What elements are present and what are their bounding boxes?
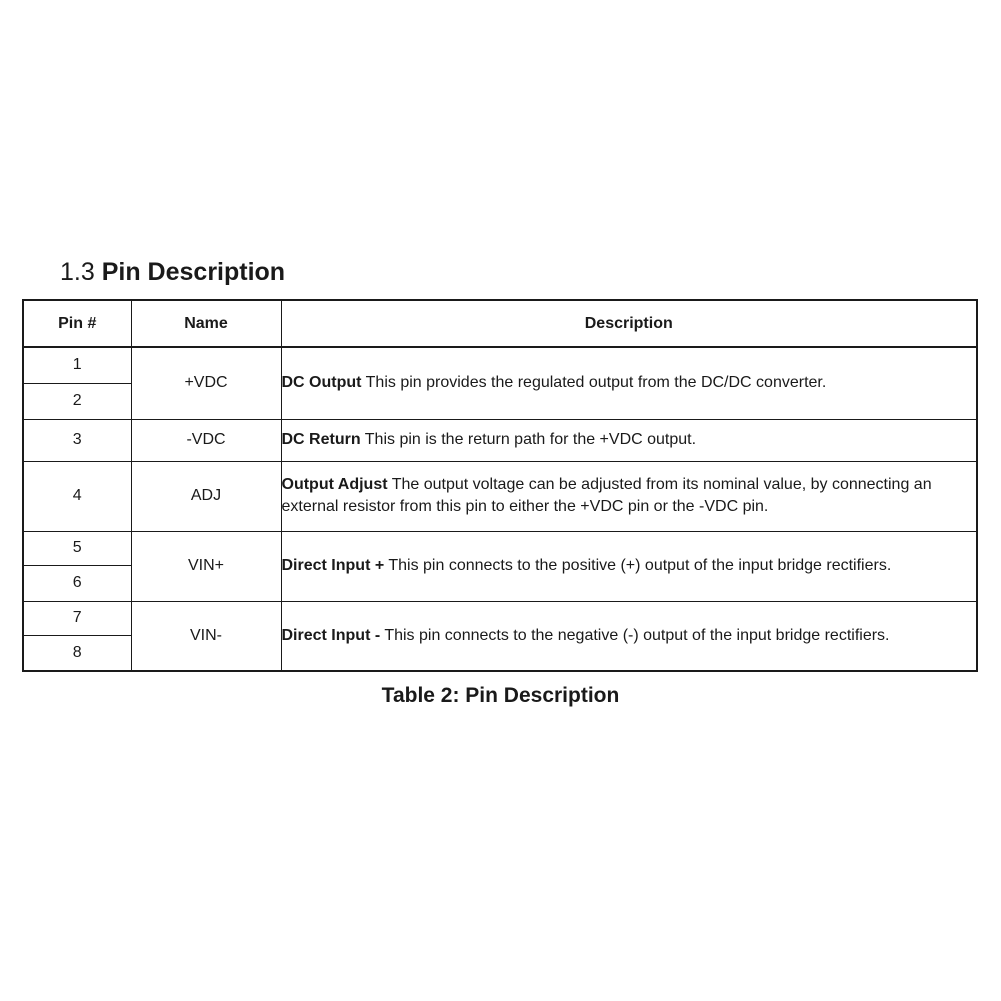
description-title: Direct Input + bbox=[281, 557, 385, 574]
pin-number: 4 bbox=[23, 461, 131, 531]
section-heading bbox=[60, 256, 285, 288]
description-text: This pin provides the regulated output from the DC/DC converter. bbox=[361, 374, 827, 392]
section-number: 1.3 bbox=[60, 258, 95, 286]
description-text: This pin connects to the negative (-) output of the input bridge rectifiers. bbox=[380, 626, 890, 644]
description-title: DC Output bbox=[281, 374, 362, 392]
pin-number: 7 bbox=[23, 601, 131, 635]
pin-name: -VDC bbox=[131, 419, 281, 461]
pin-description-table bbox=[22, 299, 978, 672]
table-caption: Table 2: Pin Description bbox=[381, 684, 620, 707]
table-row bbox=[23, 461, 977, 531]
description-title: DC Return bbox=[281, 431, 361, 448]
pin-number: 6 bbox=[23, 565, 131, 601]
pin-number: 8 bbox=[23, 635, 131, 671]
table-row bbox=[23, 419, 977, 461]
table-header-row bbox=[23, 300, 977, 347]
pin-number: 5 bbox=[23, 531, 131, 565]
pin-description bbox=[281, 347, 977, 419]
pin-description bbox=[281, 461, 977, 531]
header-description: Description bbox=[281, 300, 977, 347]
pin-description bbox=[281, 601, 977, 671]
pin-name: ADJ bbox=[131, 461, 281, 531]
table-row bbox=[23, 531, 977, 565]
pin-name: VIN+ bbox=[131, 531, 281, 601]
table-row bbox=[23, 601, 977, 635]
table-row bbox=[23, 347, 977, 383]
pin-number: 1 bbox=[23, 347, 131, 383]
pin-description bbox=[281, 419, 977, 461]
header-pin: Pin # bbox=[23, 300, 131, 347]
pin-name: VIN- bbox=[131, 601, 281, 671]
description-text: This pin is the return path for the +VDC output. bbox=[360, 431, 697, 448]
pin-number: 2 bbox=[23, 383, 131, 419]
description-title: Direct Input - bbox=[281, 626, 381, 644]
pin-name: +VDC bbox=[131, 347, 281, 419]
header-name: Name bbox=[131, 300, 281, 347]
pin-description bbox=[281, 531, 977, 601]
pin-number: 3 bbox=[23, 419, 131, 461]
description-title: Output Adjust bbox=[281, 476, 388, 493]
description-text: This pin connects to the positive (+) output of the input bridge rectifiers. bbox=[384, 557, 892, 574]
section-title: Pin Description bbox=[101, 258, 286, 286]
description-text: The output voltage can be adjusted from its nominal value, by connecting an external resistor from this pin to either the +VDC pin or the -VDC pin. bbox=[281, 476, 932, 515]
